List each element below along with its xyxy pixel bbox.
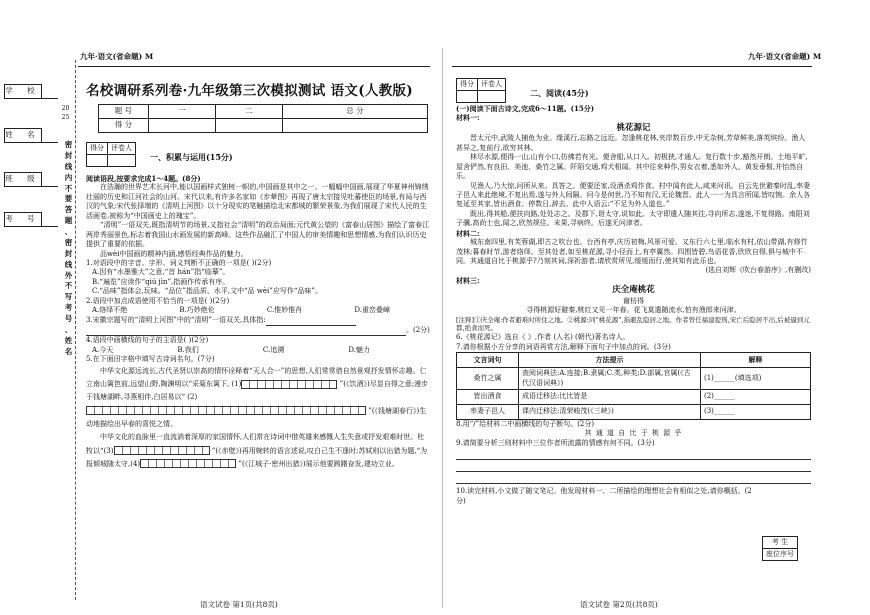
grader-score-cell-2[interactable] [457, 91, 478, 103]
material-3-poem: 寻得桃源好避秦,桃红又见一年春。花飞莫遣随流水,怕有渔郎来问津。 [526, 306, 741, 315]
q3-score: 。(2分) [406, 326, 430, 334]
seat-label-1: 考 生 [763, 537, 798, 549]
material-3-note: [注释]①庆全庵:作者避难时所住之地。②桃源:同“桃花源”,指避乱隐居之地。作者曾任福建提刑,宋亡后隐居不出,后被逼到元都,绝食而死。 [456, 315, 810, 333]
grader-score-label-2: 得分 [457, 79, 478, 91]
grader-score-cell[interactable] [87, 155, 108, 167]
seat-label-2: 座位序号 [763, 549, 798, 561]
grader-box-1 [86, 142, 136, 167]
material-2-label: 材料二: [456, 228, 480, 238]
q5-blank-2-label: (2) [187, 393, 198, 402]
q7-row-3-answer[interactable]: (3)______ [701, 404, 811, 419]
left-body [86, 174, 430, 471]
q5-text-2: ”(《饮酒》)尽显自得之意;漫步于钱塘湖畔,寻燕相伴,白居易以“ [86, 380, 429, 402]
q7-row-2-answer[interactable]: (2)______ [701, 389, 811, 404]
material-1-label: 材料一: [456, 113, 480, 123]
subsection-1: (一)阅读下面古诗文,完成6～11题。(15分) [456, 104, 595, 113]
q5-blank-1-label: (1) [231, 380, 242, 389]
left-footer: 语文试卷 第1页(共8页) [200, 600, 278, 609]
school-label: 学 校 [4, 84, 42, 99]
question-2: 2.语段中加点成语使用不恰当的一项是( )(2分) [86, 296, 230, 305]
q9-answer-line-3[interactable] [456, 472, 811, 484]
grader-reviewer-cell[interactable] [108, 155, 136, 167]
q7-head-phrase: 文言词句 [457, 353, 519, 368]
score-cell-total[interactable] [283, 119, 428, 133]
question-1: 1.对语段中的字音、字形、词义判断不正确的一项是( )(2分) [86, 258, 272, 267]
material-3-title: 庆全庵桃花 [612, 285, 655, 296]
binding-year: 2025 [61, 105, 70, 122]
q5-text-6: ”(《江城子·密州出猎》)展示他要踌躇奋发,建功立业。 [238, 459, 399, 468]
q5-blank-4[interactable] [140, 459, 236, 468]
material-3-label: 材料三: [456, 275, 480, 285]
material-3-author: 谢枋得 [623, 296, 644, 305]
question-6: 6.《桃花源记》选自《 》,作者 (人名) (朝代)著名诗人。 [456, 333, 630, 342]
right-body [456, 104, 811, 506]
right-header-rule [452, 66, 812, 67]
q3-answer-line-2[interactable] [86, 326, 406, 336]
score-cell-1[interactable] [149, 119, 216, 133]
q7-row-3-hint: 课内迁移法:清荣峻茂(《三峡》) [519, 404, 701, 419]
q4-option-a: A.今天 [92, 345, 114, 354]
q9-answer-line-2[interactable] [456, 460, 811, 472]
q7-row-3-phrase: 率妻子邑人 [457, 404, 519, 419]
grader-reviewer-cell-2[interactable] [478, 91, 506, 103]
q5-text-5: ”(《赤壁》)再用婉转的语言述说,叹白己生不逢时;苏轼则以出猎为题,“为报倾城随太守,(4) [86, 446, 428, 468]
reading-instruction: 阅读语段,按要求完成1～4题。(8分) [86, 174, 201, 183]
q4-option-d: D.魅力 [348, 345, 370, 354]
q5-blank-3[interactable] [114, 446, 210, 455]
q2-option-d: D.重峦叠嶂 [354, 306, 390, 315]
material-2-text: 城东南四里,有芙蓉湖,即古之吹台也。台西有亭,庆历初梅,风景可爱。又东行六七里,临水有村,依山带湖,有修竹茂林;暮春时节,游者络绎。至其处者,如至桃花源,寻小径而上,有亭翼然。四围皆碧,鸟语花香,欣欣自得,俱与城中不同。其通道自比于桃源乎?乃刻其词,深祈游者,请欣赏所见,缓缓而行,使其知有此乐也。 [456, 238, 808, 266]
question-3: 3.宋徽宗题写的“清明上河图”中的“清明”一语双关,具体指: [86, 315, 266, 324]
q1-option-b: B.“遍览”应读作“qiú jìn”,指画作传承有序。 [92, 277, 230, 286]
score-col-2: 二 [216, 105, 283, 119]
question-10: 10.读完材料,小文做了随文笔记。他发现材料一、二所描绘的理想社会有相似之处,请你概括。(2分) [456, 487, 752, 505]
passage-para-3: 品wèi中国画的精神内涵,感悟经典作品的魅力。 [100, 249, 248, 258]
score-cell-2[interactable] [216, 119, 283, 133]
left-header: 九年·语文(省命题) M [80, 52, 154, 61]
passage-para-2: “清明”一语双关,既指清明节的场景,又指社会“清明”的政治局面;元代黄公望的《富春山居图》描绘了富春江两岸秀丽景色,标志着我国山水画发展的新高峰。这些作品融汇了中国人的审美情趣和思想情感,为我们认识历史提供了重要的依据。 [86, 221, 430, 249]
score-row-label: 得 分 [99, 119, 149, 133]
q5-blank-2[interactable] [86, 406, 366, 415]
score-col-1: 一 [149, 105, 216, 119]
q4-option-b: B.我们 [177, 345, 199, 354]
q4-option-c: C.追溯 [262, 345, 285, 354]
right-header: 九年·语文(省命题) M [748, 52, 822, 61]
material-1-para-1: 晋太元中,武陵人捕鱼为业。缘溪行,忘路之远近。忽逢桃花林,夹岸数百步,中无杂树,芳草鲜美,落英缤纷。渔人甚异之,复前行,欲穷其林。 [456, 134, 806, 152]
question-7: 7.请你根据小方分享的词语再赏方法,解释下面句子中加点的词。(3分) [456, 342, 671, 351]
grader-reviewer-label-2: 评卷人 [478, 79, 506, 91]
material-1-para-4: 既出,得其船,便扶向路,处处志之。及郡下,诣太守,说如此。太守即遣人随其往,寻向所志,遂迷,不复得路。南阳刘子骥,高尚士也,闻之,欣然规往。未果,寻病终。后遂无问津者。 [456, 209, 810, 228]
material-1-para-2: 林尽水源,便得一山,山有小口,仿佛若有光。便舍船,从口入。初极狭,才通人。复行数十步,豁然开朗。土地平旷,屋舍俨然,有良田、美池、桑竹之属。阡陌交通,鸡犬相闻。其中往来种作,男女衣着,悉如外人。黄发垂髫,并怡然自乐。 [456, 153, 808, 181]
q2-option-a: A.络绎不绝 [92, 306, 128, 315]
material-1-title: 桃花源记 [616, 122, 651, 133]
material-1-para-3: 见渔人,乃大惊,问所从来。具答之。便要还家,设酒杀鸡作食。村中闻有此人,咸来问讯。自云先世避秦时乱,率妻子邑人来此绝境,不复出焉,遂与外人间隔。问今是何世,乃不知有汉,无论魏晋。此人一一为具言所闻,皆叹惋。余人各复延至其家,皆出酒食。停数日,辞去。此中人语云:“不足为外人道也。” [456, 181, 811, 209]
q1-option-c: C.“品味”指体会,玩味。“品位”指品质、水平,文中“品 wèi”应写作“品味”。 [92, 287, 323, 296]
q2-option-c: C.惟妙惟肖 [266, 306, 303, 315]
name-label: 姓 名 [4, 128, 42, 143]
section-1-heading: 一、积累与运用(15分) [150, 152, 233, 162]
q8-sentence[interactable]: 其 通 道 自 比 于 桃 源 乎 [584, 429, 683, 438]
passage-para-1: 在浩瀚的世界艺术长河中,能以国画样式独树一帜的,中国画是其中之一。一幅幅中国画,展现了华夏神州锦绣壮丽的历史和江河社会的山河。宋代以来,有许多名家如《步辇图》再现了唐太宗接见吐蕃使臣的场景,有局与西汉的气象;宋代张择端的《清明上河图》以十分现实的笔触描绘北宋都城的繁荣景象,为我们展现了宋代人民的生活画卷,被称为“中国画史上的瑰宝”。 [86, 183, 429, 220]
q7-row-2-hint: 成语迁移法:比比皆是 [519, 389, 701, 404]
right-footer: 语文试卷 第2页(共8页) [580, 600, 658, 609]
q7-head-answer: 解释 [701, 353, 811, 368]
q3-answer-line[interactable] [266, 316, 356, 326]
binding-warning-text: 密 封 线 内 不 要 答 题 、 密 封 线 外 不 写 考 号 、 姓 名 [64, 140, 73, 356]
material-2-source: (选自刘辉《吹台春游序》,有删改) [705, 266, 811, 275]
question-5: 5.在下面田字格中填写古诗词名句。(7分) [86, 355, 215, 364]
class-label: 班 级 [4, 172, 42, 187]
seat-number-box [762, 536, 798, 561]
q7-row-1-hint: 查阅词典法:A.连接;B.隶属;C.类,种类;D.部属,官属(《古代汉语词典》) [519, 368, 701, 390]
q7-table [456, 352, 811, 420]
score-table [98, 104, 428, 133]
q1-option-a: A.因有“水墨雅大”之意,“首 hán”指“临摹”。 [92, 268, 230, 277]
q2-option-b: B.巧妙绝伦 [179, 306, 215, 315]
q7-row-1-phrase: 桑竹之属 [457, 368, 519, 390]
q5-text-4: 中华文化的血脉里一直流淌着深厚的家国情怀,人们常在诗词中借英雄来感慨人生失意或抒发艰难时世。杜牧以“(3) [86, 433, 425, 455]
question-8: 8.用“/”给材料二中画横线的句子断句。(2分) [456, 419, 595, 428]
q7-row-2-phrase: 皆出酒食 [457, 389, 519, 404]
question-4: 4.语段中画横线的句子的主语是( )(2分) [86, 336, 209, 345]
score-col-total: 总 分 [283, 105, 428, 119]
exam-title: 名校调研系列卷·九年级第三次模拟测试 语文(人教版) [86, 83, 413, 99]
q5-blank-1[interactable] [241, 380, 337, 389]
page-divider [442, 48, 443, 608]
q5-text-1: 中华文化源远流长,古代圣贤以崇高的情怀诠释着“天人合一”的思想,人们常常借自然景观抒发情怀志趣。仁立南山篱笆前,远望山野,陶渊明以“采菊东篱下, [86, 366, 427, 389]
section-2-heading: 二、阅读(45分) [530, 88, 589, 98]
grader-score-label: 得分 [87, 143, 108, 155]
question-9: 9.请简要分析三则材料中三位作者所流露的情感有何不同。(3分) [456, 438, 655, 447]
grader-reviewer-label: 评卷人 [108, 143, 136, 155]
grader-box-2 [456, 78, 506, 103]
q7-row-1-answer[interactable]: (1)______(填选项) [701, 368, 811, 390]
score-table-header: 题 号 [99, 105, 149, 119]
q7-head-hint: 方法提示 [519, 353, 701, 368]
q5-text-3: ”(《钱塘湖春行》)生动地描绘出早春的喜悦之情。 [86, 406, 427, 428]
q9-answer-line-1[interactable] [456, 448, 811, 460]
left-header-rule [78, 66, 430, 67]
exam-number-label: 考 号 [4, 212, 42, 227]
